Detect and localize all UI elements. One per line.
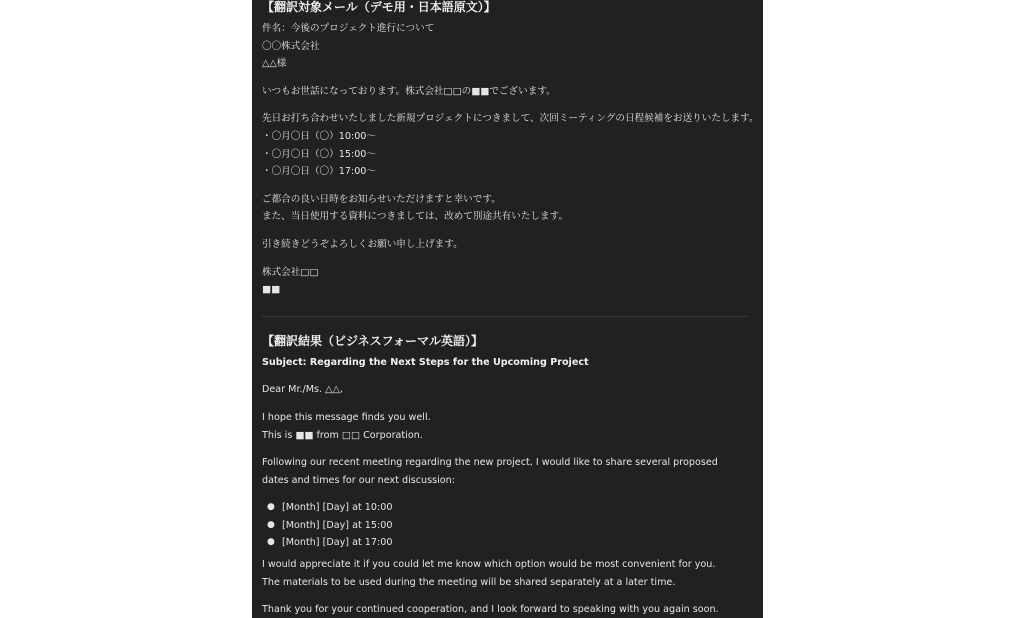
result-date-list xyxy=(262,499,747,552)
result-appreciate: I would appreciate it if you could let me know which option would be most convenient for you. xyxy=(262,559,716,571)
source-email-heading: 【翻訳対象メール（デモ用・日本語原文）】 xyxy=(262,0,496,14)
list-item: ● [Month] [Day] at 10:00 xyxy=(262,499,747,517)
source-request-1: ご都合の良い日時をお知らせいただけますと幸いです。 xyxy=(262,193,501,205)
result-materials: The materials to be used during the meeting will be shared separately at a later time. xyxy=(262,576,676,588)
source-addressee: △△様 xyxy=(262,58,287,70)
list-item: ● [Month] [Day] at 17:00 xyxy=(262,534,747,552)
source-signature-company: 株式会社□□ xyxy=(262,266,319,278)
source-company: 〇〇株式会社 xyxy=(262,40,320,52)
source-date-3: ・〇月〇日（〇）17:00〜 xyxy=(262,166,376,178)
source-date-2: ・〇月〇日（〇）15:00〜 xyxy=(262,148,376,160)
bullet-icon: ● xyxy=(267,502,275,513)
bullet-icon: ● xyxy=(267,519,275,530)
result-salutation: Dear Mr./Ms. △△, xyxy=(262,384,343,396)
bullet-icon: ● xyxy=(267,537,275,548)
list-item: ● [Month] [Day] at 15:00 xyxy=(262,517,747,535)
source-request-2: また、当日使用する資料につきましては、改めて別途共有いたします。 xyxy=(262,211,569,223)
section-divider xyxy=(262,316,747,317)
source-signature-name: ■■ xyxy=(262,284,281,296)
source-intro: 先日お打ち合わせいたしました新規プロジェクトにつきまして、次回ミーティングの日程候補をお送りいたします。 xyxy=(262,113,759,125)
result-this-is: This is ■■ from □□ Corporation. xyxy=(262,429,423,441)
source-subject: 件名：今後のプロジェクト進行について xyxy=(262,23,435,34)
result-following: Following our recent meeting regarding the new project, I would like to share several proposed dates and times for our next discussion: xyxy=(262,457,718,486)
result-hope: I hope this message finds you well. xyxy=(262,411,431,423)
source-greeting: いつもお世話になっております。株式会社□□の■■でございます。 xyxy=(262,85,556,97)
source-date-1: ・〇月〇日（〇）10:00〜 xyxy=(262,130,376,142)
result-thank-you: Thank you for your continued cooperation, and I look forward to speaking with you again soon. xyxy=(262,604,719,616)
chat-response-panel xyxy=(252,0,763,618)
source-closing: 引き続きどうぞよろしくお願い申し上げます。 xyxy=(262,238,463,250)
translation-result-heading: 【翻訳結果（ビジネスフォーマル英語）】 xyxy=(262,333,484,348)
result-subject: Subject: Regarding the Next Steps for the Upcoming Project xyxy=(262,356,589,368)
